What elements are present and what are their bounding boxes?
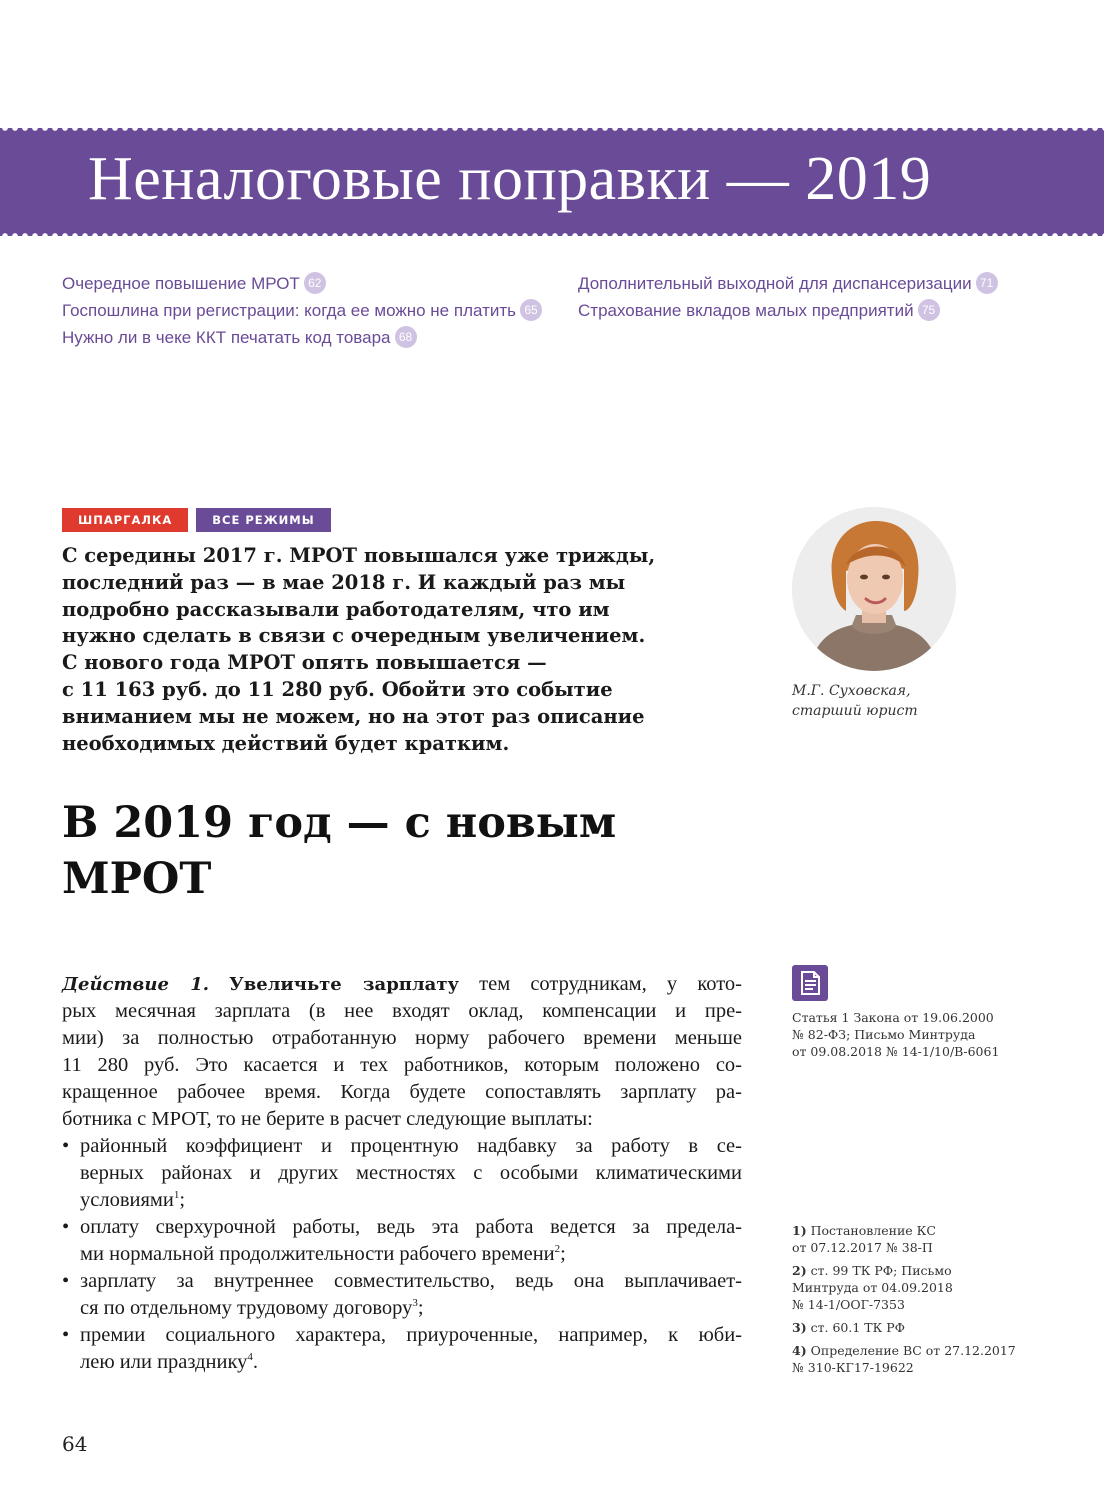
footnote — [792, 1222, 1016, 1256]
bullet-tail: ; — [417, 1297, 424, 1319]
bullet-item — [62, 1268, 742, 1322]
bullet-line: премии социального характера, приуроченные, например, к юби- — [80, 1324, 742, 1346]
toc-page-badge: 71 — [976, 272, 998, 294]
bullet-line-text: условиями — [80, 1189, 174, 1211]
bullet-line — [80, 1349, 742, 1376]
action-label: Действие 1. — [62, 974, 209, 995]
body-line: кращенное рабочее время. Когда будете сопоставлять зарплату ра- — [62, 1081, 742, 1103]
footnote-text: от 07.12.2017 № 38-П — [792, 1240, 933, 1255]
toc-item-label[interactable]: Очередное повышение МРОТ — [62, 274, 300, 293]
footnote-text: ст. 60.1 ТК РФ — [810, 1320, 906, 1335]
headline-line: МРОТ — [62, 854, 212, 904]
tag-all-regimes: ВСЕ РЕЖИМЫ — [196, 508, 330, 532]
author-role: старший юрист — [792, 703, 918, 719]
bullet-tail: ; — [560, 1243, 566, 1265]
bullet-dot-icon: • — [62, 1324, 70, 1346]
toc-item-label[interactable]: Страхование вкладов малых предприятий — [578, 301, 914, 320]
lead-line: последний раз — в мае 2018 г. И каждый раз мы — [62, 570, 626, 594]
article-tags — [62, 508, 331, 532]
bullet-dot-icon: • — [62, 1216, 70, 1238]
lead-line: необходимых действий будет кратким. — [62, 731, 510, 755]
banner-stitch-bottom — [0, 232, 1104, 240]
bullet-line: оплату сверхурочной работы, ведь эта работа ведется за предела- — [80, 1216, 742, 1238]
toc-page-badge: 75 — [918, 299, 940, 321]
bullet-line: верных районах и других местностях с особыми климатическими — [80, 1162, 742, 1184]
footnote-ref[interactable]: 2 — [554, 1243, 561, 1256]
toc-item[interactable] — [578, 297, 998, 324]
body-line — [62, 971, 742, 998]
lead-line: С середины 2017 г. МРОТ повышался уже трижды, — [62, 544, 656, 567]
bullet-dot-icon: • — [62, 1135, 70, 1157]
bullet-line-text: лею или празднику — [80, 1351, 248, 1373]
legal-reference-note — [792, 1009, 999, 1060]
bullet-item — [62, 1322, 742, 1376]
article-body — [62, 971, 742, 1376]
sidenote-line: Статья 1 Закона от 19.06.2000 — [792, 1010, 994, 1025]
lead-line: нужно сделать в связи с очередным увеличением. — [62, 624, 646, 648]
footnote-ref[interactable]: 3 — [412, 1297, 418, 1310]
body-line: ботника с МРОТ, то не берите в расчет следующие выплаты: — [62, 1108, 593, 1130]
lead-line: подробно рассказывали работодателям, что им — [62, 597, 610, 621]
footnotes — [792, 1222, 1016, 1382]
headline-line: В 2019 год — с новым — [62, 798, 617, 848]
document-icon — [792, 965, 828, 1001]
lead-line: С нового года МРОТ опять повышается — — [62, 651, 547, 675]
toc-page-badge: 65 — [520, 299, 542, 321]
toc-item-label[interactable]: Нужно ли в чеке ККТ печатать код товара — [62, 328, 391, 347]
toc-item[interactable] — [578, 270, 998, 297]
section-title: Неналоговые поправки — 2019 — [88, 145, 932, 213]
footnote-number: 2) — [792, 1263, 807, 1278]
lead-paragraph — [62, 543, 722, 757]
bullet-line — [80, 1241, 742, 1268]
footnote-text: ст. 99 ТК РФ; Письмо — [810, 1263, 952, 1278]
bullet-line-text: ся по отдельному трудовому договору — [80, 1297, 413, 1319]
toc-page-badge: 68 — [395, 326, 417, 348]
bullet-line — [80, 1295, 742, 1322]
bullet-line-text: ми нормальной продолжительности рабочего времени — [80, 1243, 555, 1265]
body-line-rest: тем сотрудникам, у кото- — [459, 973, 742, 995]
footnote-number: 4) — [792, 1343, 807, 1358]
footnote-text: № 14-1/ООГ-7353 — [792, 1297, 905, 1312]
footnote-number: 1) — [792, 1223, 807, 1238]
article-headline — [62, 795, 616, 907]
bullet-tail: ; — [179, 1189, 186, 1211]
body-line: 11 280 руб. Это касается и тех работников, которым положено со- — [62, 1054, 742, 1076]
toc-item[interactable] — [62, 270, 542, 297]
banner-stitch-top — [0, 124, 1104, 132]
toc-item[interactable] — [62, 324, 542, 351]
lead-line: вниманием мы не можем, но на этот раз описание — [62, 704, 645, 728]
author-portrait — [792, 507, 956, 671]
toc-page-badge: 62 — [304, 272, 326, 294]
footnote-text: Определение ВС от 27.12.2017 — [810, 1343, 1016, 1358]
footnote — [792, 1262, 1016, 1313]
toc-item-label[interactable]: Госпошлина при регистрации: когда ее можно не платить — [62, 301, 516, 320]
lead-line: с 11 163 руб. до 11 280 руб. Обойти это событие — [62, 677, 613, 701]
author-photo-illustration — [792, 507, 956, 671]
footnote-number: 3) — [792, 1320, 807, 1335]
footnote-text: Постановление КС — [810, 1223, 936, 1238]
toc-left-column — [62, 270, 542, 351]
bullet-item — [62, 1214, 742, 1268]
footnote-text: Минтруда от 04.09.2018 — [792, 1280, 953, 1295]
footnote — [792, 1319, 1016, 1336]
body-line: мии) за полностью отработанную норму рабочего времени меньше — [62, 1027, 742, 1049]
bullet-item — [62, 1133, 742, 1214]
author-name: М.Г. Суховская, — [792, 683, 911, 699]
footnote-ref[interactable]: 1 — [173, 1189, 180, 1202]
page-number: 64 — [62, 1432, 88, 1456]
toc-item[interactable] — [62, 297, 542, 324]
tag-cheatsheet: ШПАРГАЛКА — [62, 508, 188, 532]
body-line: рых месячная зарплата (в нее входят оклад, компенсации и пре- — [62, 1000, 742, 1022]
bullet-line — [80, 1187, 742, 1214]
sidenote-line: от 09.08.2018 № 14-1/10/В-6061 — [792, 1044, 1000, 1059]
section-banner — [0, 128, 1104, 236]
footnote-ref[interactable]: 4 — [247, 1351, 253, 1364]
toc-right-column — [578, 270, 998, 324]
toc-item-label[interactable]: Дополнительный выходной для диспансеризации — [578, 274, 972, 293]
author-caption — [792, 681, 918, 721]
footnote — [792, 1342, 1016, 1376]
sidenote-line: № 82-ФЗ; Письмо Минтруда — [792, 1027, 976, 1042]
bullet-tail: . — [252, 1351, 259, 1373]
bullet-line: зарплату за внутреннее совместительство, ведь она выплачивает- — [80, 1270, 742, 1292]
action-title: Увеличьте зарплату — [229, 974, 459, 995]
bullet-line: районный коэффициент и процентную надбавку за работу в се- — [80, 1135, 742, 1157]
bullet-dot-icon: • — [62, 1270, 70, 1292]
footnote-text: № 310-КГ17-19622 — [792, 1360, 914, 1375]
